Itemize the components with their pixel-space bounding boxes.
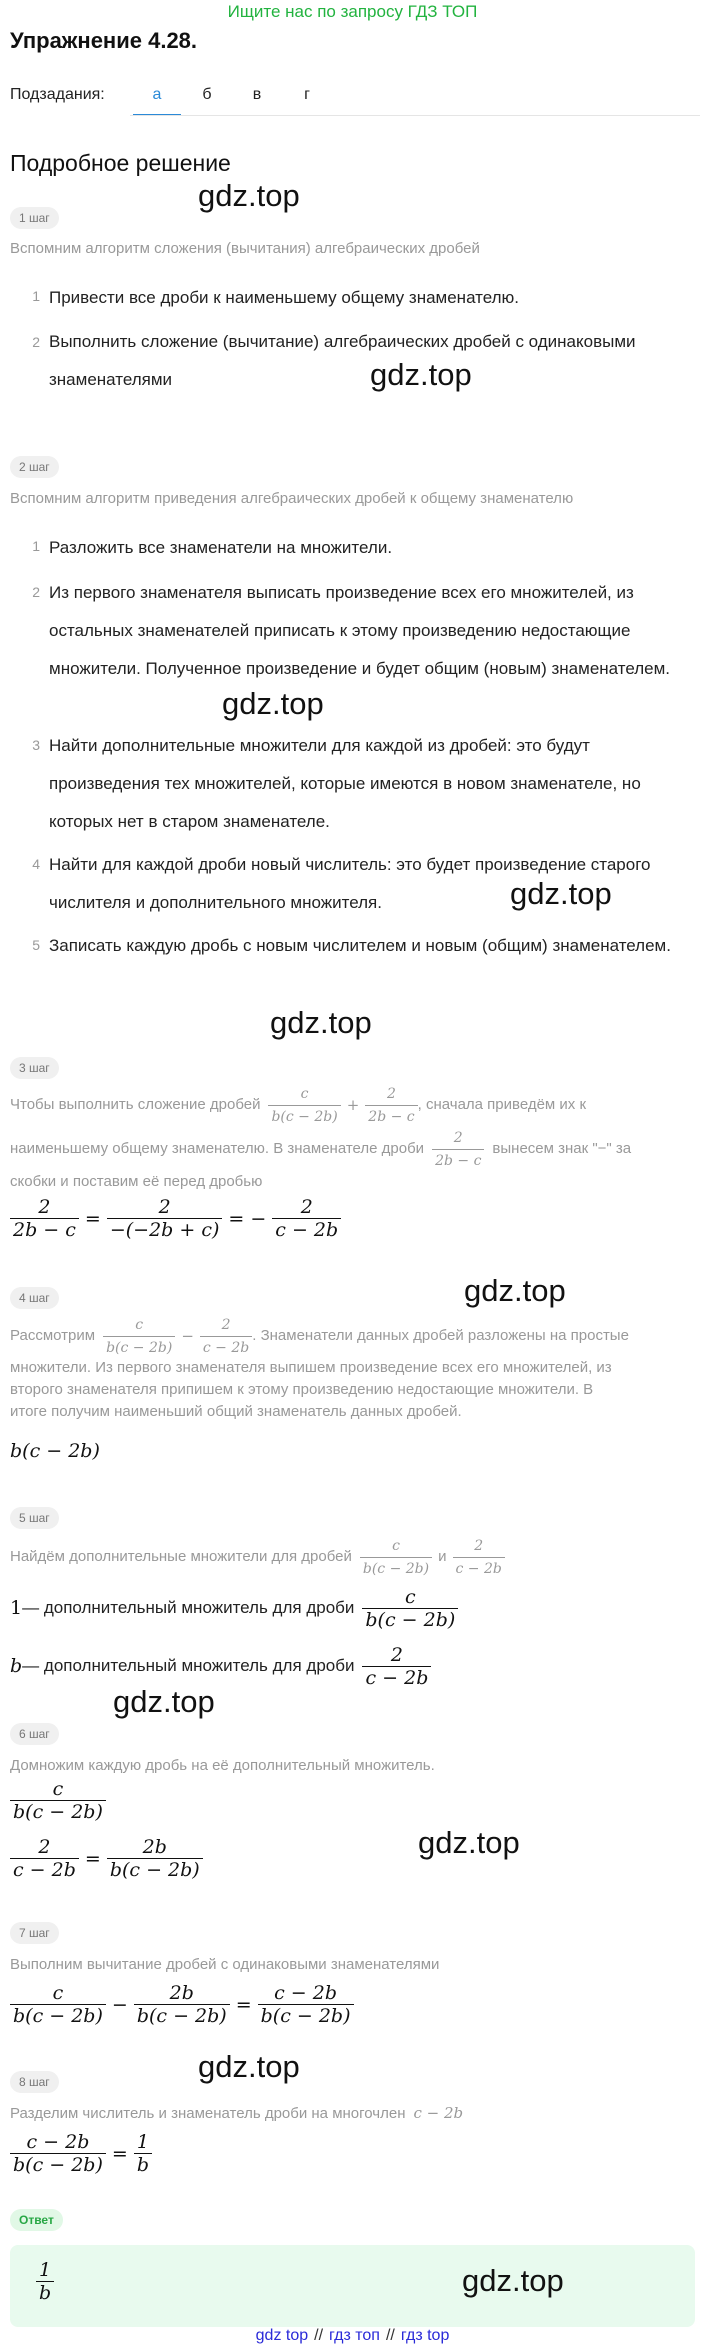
- step-3-text-b: , сначала приведём их к: [417, 1096, 587, 1113]
- fraction-c-over-bc2b: $\frac{c}{b(c - 2b)}$: [10, 1982, 106, 2027]
- fraction-2-over-2bc: $\frac{2}{2b - c}$: [10, 1196, 79, 1241]
- fraction-2-over-c2b: $\frac{2}{c - 2b}$: [272, 1196, 341, 1241]
- step-6-desc: Домножим каждую дробь на её дополнительный множитель.: [10, 1757, 435, 1774]
- step-2-badge: 2 шаг: [10, 456, 59, 478]
- watermark: gdz.top: [464, 1273, 566, 1308]
- step-2-item-1: Разложить все знаменатели на множители.: [49, 538, 393, 557]
- step-1-item-2: Выполнить сложение (вычитание) алгебраических дробей с одинаковыми знаменателями: [49, 332, 636, 389]
- tab-a[interactable]: а: [133, 76, 181, 116]
- step-8-badge: 8 шаг: [10, 2071, 59, 2093]
- step-3-text-d: вынесем знак "−" за: [492, 1140, 632, 1157]
- step-6-fraction-1: [10, 1778, 106, 1823]
- fraction-c-over-bc2b: $\frac{c}{b(c - 2b)}$: [268, 1083, 340, 1128]
- step-3-badge: 3 шаг: [10, 1057, 59, 1079]
- answer-box: [10, 2245, 695, 2327]
- step-2-item-2-num: 2: [32, 584, 40, 600]
- fraction-2b-over-bc2b: $\frac{2b}{b(c - 2b)}$: [107, 1836, 203, 1881]
- step-4-text-d: второго знаменателя припишем к этому произведению недостающие множители. В: [10, 1381, 594, 1398]
- step-4-paragraph: Рассмотрим $\frac{c}{b(c - 2b)}$ − $\frac{2}{c - 2b}$ . Знаменатели данных дробей разложены на простые множители. Из первого знаменателя выпишем произведение всех его множителей, из второго знаменателя припишем к этому произведению недостающие множители. В итоге получим наименьший общий знаменатель данных дробей.: [10, 1315, 700, 1423]
- watermark: gdz.top: [270, 1005, 372, 1040]
- answer-badge: Ответ: [10, 2209, 63, 2231]
- step-2-item-1-num: 1: [32, 538, 40, 554]
- fraction-2b-over-bc2b: $\frac{2b}{b(c - 2b)}$: [134, 1982, 230, 2027]
- watermark: gdz.top: [113, 1684, 215, 1719]
- tab-b[interactable]: б: [202, 86, 212, 103]
- step-3-text-e: скобки и поставим её перед дробью: [10, 1173, 263, 1190]
- fraction-2-over-c2b: $\frac{2}{c - 2b}$: [453, 1535, 505, 1580]
- footer-links: gdz top // гдз топ // гдз top: [255, 2327, 450, 2344]
- fraction-2-over-2bc: $\frac{2}{2b - c}$: [365, 1083, 417, 1128]
- step-8-equation: $\frac{c - 2b}{b(c - 2b)}$ = $\frac{1}{b}$: [10, 2131, 152, 2176]
- step-1-item-1: Привести все дроби к наименьшему общему знаменателю.: [49, 288, 520, 307]
- step-1-item-2-num: 2: [32, 334, 40, 350]
- step-4-result: b(c − 2b): [10, 1440, 100, 1462]
- step-2-item-3: Найти дополнительные множители для каждой из дробей: это будут произведения тех множителей, которые имеются в новом знаменателе, но которых нет в старом знаменателе.: [49, 736, 641, 831]
- step-5-desc-line: Найдём дополнительные множители для дробей $\frac{c}{b(c - 2b)}$ и $\frac{2}{c - 2b}$: [10, 1535, 505, 1579]
- tabs-divider: [130, 115, 700, 116]
- watermark: gdz.top: [222, 686, 324, 721]
- step-2-item-4: Найти для каждой дроби новый числитель: это будет произведение старого числителя и дополнительного множителя.: [49, 855, 651, 912]
- step-8-desc-line: [10, 2104, 463, 2122]
- section-title: Подробное решение: [10, 150, 231, 176]
- search-banner: Ищите нас по запросу ГДЗ ТОП: [227, 2, 478, 21]
- answer-value: [36, 2259, 54, 2304]
- fraction-2-over-c2b: $\frac{2}{c - 2b}$: [362, 1644, 431, 1689]
- fraction-1-over-b: $\frac{1}{b}$: [36, 2259, 54, 2304]
- step-5-line-1: 1 — дополнительный множитель для дроби $\frac{c}{b(c - 2b)}$: [10, 1582, 458, 1634]
- footer-link-3[interactable]: гдз top: [400, 2327, 450, 2344]
- step-7-desc: Выполним вычитание дробей с одинаковыми знаменателями: [10, 1956, 440, 1973]
- step-3-text-a: Чтобы выполнить сложение дробей: [10, 1096, 261, 1113]
- step-4-text-e: итоге получим наименьший общий знаменатель данных дробей.: [10, 1403, 462, 1420]
- step-5-badge: 5 шаг: [10, 1507, 59, 1529]
- step-1-item-1-num: 1: [32, 288, 40, 304]
- step-4-text-a: Рассмотрим: [10, 1327, 96, 1344]
- watermark: gdz.top: [462, 2263, 564, 2298]
- watermark: gdz.top: [418, 1825, 520, 1860]
- watermark: gdz.top: [198, 178, 300, 213]
- step-3-paragraph: Чтобы выполнить сложение дробей $\frac{c}{b(c - 2b)}$ + $\frac{2}{2b - c}$ , сначала приведём их к наименьшему общему знаменателю. В знаменателе дроби $\frac{2}{2b - c}$ вынесем знак "−" за скобки и поставим её перед дробью: [10, 1083, 700, 1193]
- fraction-2-over-c2b: $\frac{2}{c - 2b}$: [10, 1836, 79, 1881]
- watermark: gdz.top: [198, 2049, 300, 2084]
- step-4-badge: 4 шаг: [10, 1287, 59, 1309]
- step-6-badge: 6 шаг: [10, 1723, 59, 1745]
- fraction-c-over-bc2b: $\frac{c}{b(c - 2b)}$: [103, 1314, 175, 1359]
- step-1-desc: Вспомним алгоритм сложения (вычитания) алгебраических дробей: [10, 240, 480, 257]
- fraction-c2b-over-bc2b: $\frac{c - 2b}{b(c - 2b)}$: [10, 2131, 106, 2176]
- tab-g[interactable]: г: [304, 86, 310, 103]
- fraction-c-over-bc2b: $\frac{c}{b(c - 2b)}$: [10, 1778, 106, 1823]
- step-8-poly: c − 2b: [413, 2104, 464, 2122]
- step-2-item-4-num: 4: [32, 856, 40, 872]
- footer-link-2[interactable]: гдз топ: [329, 2327, 380, 2344]
- step-4-text-b: . Знаменатели данных дробей разложены на простые: [252, 1327, 629, 1344]
- step-6-equation: $\frac{2}{c - 2b}$ = $\frac{2b}{b(c - 2b)}$: [10, 1836, 203, 1881]
- watermark: gdz.top: [510, 876, 612, 911]
- step-1-badge: 1 шаг: [10, 207, 59, 229]
- fraction-2-over-neg: $\frac{2}{-(-2b + c)}$: [107, 1196, 223, 1241]
- exercise-title: Упражнение 4.28.: [10, 28, 198, 53]
- step-4-text-c: множители. Из первого знаменателя выпишем произведение всех его множителей, из: [10, 1359, 612, 1376]
- footer-link-1[interactable]: gdz top: [255, 2327, 309, 2344]
- step-3-text-c: наименьшему общему знаменателю. В знаменателе дроби: [10, 1140, 425, 1157]
- tab-v[interactable]: в: [252, 86, 262, 103]
- step-7-equation: $\frac{c}{b(c - 2b)}$ − $\frac{2b}{b(c - 2b)}$ = $\frac{c - 2b}{b(c - 2b)}$: [10, 1982, 354, 2027]
- step-2-item-2: Из первого знаменателя выписать произведение всех его множителей, из остальных знаменателей приписать к этому произведению недостающие множители. Полученное произведение и будет общим (новым) знаменателем.: [49, 583, 671, 678]
- step-2-item-5: Записать каждую дробь с новым числителем и новым (общим) знаменателем.: [49, 936, 671, 955]
- fraction-1-over-b: $\frac{1}{b}$: [134, 2131, 152, 2176]
- fraction-c-over-bc2b: $\frac{c}{b(c - 2b)}$: [360, 1535, 432, 1580]
- fraction-c2b-over-bc2b: $\frac{c - 2b}{b(c - 2b)}$: [258, 1982, 354, 2027]
- watermark: gdz.top: [370, 357, 472, 392]
- step-7-badge: 7 шаг: [10, 1922, 59, 1944]
- step-5-desc: Найдём дополнительные множители для дробей: [10, 1548, 352, 1565]
- step-5-line-2: b — дополнительный множитель для дроби $\frac{2}{c - 2b}$: [10, 1640, 431, 1692]
- fraction-2-over-2bc: $\frac{2}{2b - c}$: [432, 1127, 484, 1172]
- step-2-item-5-num: 5: [32, 937, 40, 953]
- fraction-2-over-c2b: $\frac{2}{c - 2b}$: [200, 1314, 252, 1359]
- fraction-c-over-bc2b: $\frac{c}{b(c - 2b)}$: [362, 1586, 458, 1631]
- step-2-desc: Вспомним алгоритм приведения алгебраических дробей к общему знаменателю: [10, 490, 574, 507]
- subtasks-label: Подзадания:: [10, 86, 105, 103]
- step-2-item-3-num: 3: [32, 737, 40, 753]
- step-3-equation: $\frac{2}{2b - c}$ = $\frac{2}{-(-2b + c)}$ = − $\frac{2}{c - 2b}$: [10, 1196, 341, 1241]
- step-8-desc: Разделим числитель и знаменатель дроби на многочлен: [10, 2104, 406, 2122]
